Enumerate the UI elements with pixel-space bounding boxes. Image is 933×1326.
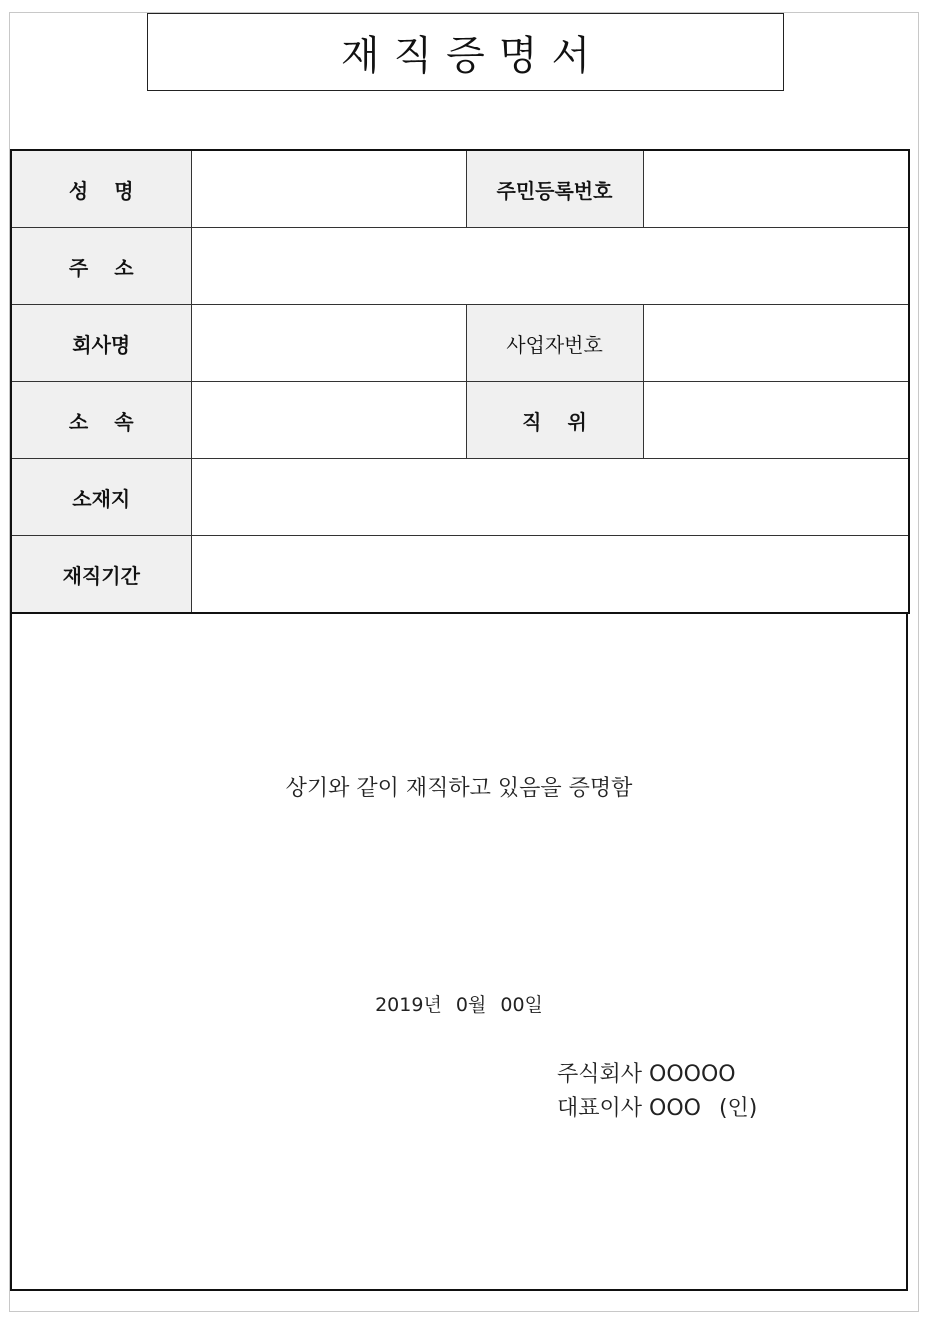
date-month: 0월 <box>455 994 487 1016</box>
label-department: 소속 <box>11 382 191 459</box>
label-resident-number: 주민등록번호 <box>466 150 643 228</box>
representative-line <box>557 1092 757 1126</box>
employment-period-field[interactable] <box>191 536 909 614</box>
date-year: 2019년 <box>375 994 442 1016</box>
location-field[interactable] <box>191 459 909 536</box>
employment-form-table <box>10 149 910 614</box>
label-company-name: 회사명 <box>11 305 191 382</box>
company-line: 주식회사 OOOOO <box>557 1062 736 1087</box>
address-field[interactable] <box>191 228 909 305</box>
department-field[interactable] <box>191 382 466 459</box>
label-location: 소재지 <box>11 459 191 536</box>
table-row <box>11 536 909 614</box>
date-day: 00일 <box>500 994 543 1016</box>
label-business-number: 사업자번호 <box>466 305 643 382</box>
certificate-body <box>10 613 908 1291</box>
representative-name: 대표이사 OOO <box>557 1096 701 1121</box>
company-name-field[interactable] <box>191 305 466 382</box>
signature-block <box>557 1058 757 1126</box>
label-employment-period: 재직기간 <box>11 536 191 614</box>
issue-date <box>12 990 906 1017</box>
table-row <box>11 305 909 382</box>
table-row <box>11 228 909 305</box>
table-row <box>11 382 909 459</box>
resident-number-field[interactable] <box>643 150 909 228</box>
business-number-field[interactable] <box>643 305 909 382</box>
label-position: 직위 <box>466 382 643 459</box>
certification-statement: 상기와 같이 재직하고 있음을 증명함 <box>285 776 633 801</box>
table-row <box>11 150 909 228</box>
label-name: 성명 <box>11 150 191 228</box>
table-row <box>11 459 909 536</box>
name-field[interactable] <box>191 150 466 228</box>
label-address: 주소 <box>11 228 191 305</box>
position-field[interactable] <box>643 382 909 459</box>
seal-mark: (인) <box>718 1096 758 1121</box>
document-title: 재직증명서 <box>147 13 784 91</box>
